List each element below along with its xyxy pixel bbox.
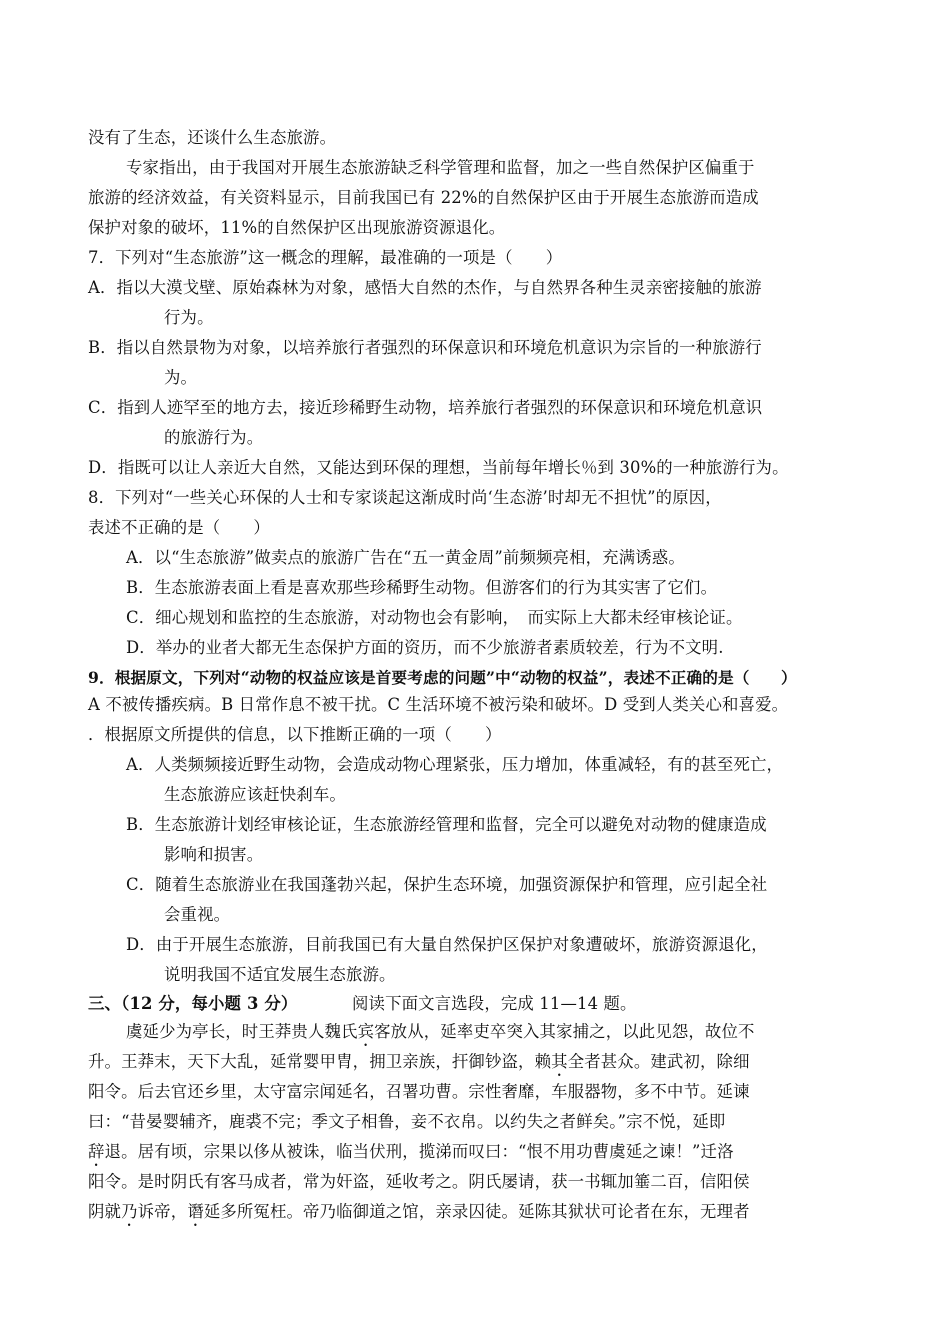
- passage-line-6: 阳令。是时阴氏有客马成者，常为奸盗，延收考之。阴氏屡请，获一书辄加箠二百，信阳侯: [88, 1172, 750, 1191]
- question-7-option-b: B．指以自然景物为对象，以培养旅行者强烈的环保意识和环境危机意识为宗旨的一种旅游行: [88, 338, 762, 357]
- emphasis-char: 辞: [88, 1142, 105, 1161]
- question-7-option-d: D．指既可以让人亲近大自然，又能达到环保的理想，当前每年增长％到 30%的一种旅游行为。: [88, 458, 789, 477]
- question-8-option-b: B．生态旅游表面上看是喜欢那些珍稀野生动物。但游客们的行为其实害了它们。: [126, 578, 718, 597]
- question-8-option-c: C．细心规划和监控的生态旅游，对动物也会有影响， 而实际上大都未经审核论证。: [126, 608, 743, 627]
- question-8-option-d: D．举办的业者大都无生态保护方面的资历，而不少旅游者素质较差，行为不文明.: [126, 638, 724, 657]
- expert-paragraph-line: 专家指出，由于我国对开展生态旅游缺乏科学管理和监督，加之一些自然保护区偏重于: [126, 158, 755, 177]
- passage-line-4: 曰：“昔晏婴辅齐，鹿裘不完；季文子相鲁，妾不衣帛。以约失之者鲜矣。”宗不悦，延即: [88, 1112, 726, 1131]
- question-10-option-a-cont: 生态旅游应该赶快刹车。: [164, 785, 346, 804]
- passage-line-2: 升。王莽末，天下大乱，延常婴甲胄，拥卫亲族，扞御钞盗，赖其全者甚众。建武初，除细: [88, 1052, 750, 1071]
- passage-line-3: 阳令。后去官还乡里，太守富宗闻延名，召署功曹。宗性奢靡，车服器物，多不中节。延谏: [88, 1082, 750, 1101]
- passage-line-1: 虞延少为亭长，时王莽贵人魏氏宾客放从，延率吏卒突入其家捕之，以此见怨，故位不: [126, 1022, 755, 1041]
- question-7-stem: 7．下列对“生态旅游”这一概念的理解，最准确的一项是（ ）: [88, 248, 563, 267]
- question-7-option-a: A．指以大漠戈壁、原始森林为对象，感悟大自然的杰作，与自然界各种生灵亲密接触的旅游: [88, 278, 762, 297]
- passage-line-7: 阴就乃诉帝，谮延多所冤枉。帝乃临御道之馆，亲录囚徒。延陈其狱状可论者在东，无理者: [88, 1202, 750, 1221]
- question-9-stem: 9．根据原文，下列对“动物的权益应该是首要考虑的问题”中“动物的权益”，表述不正确的是（ ）: [88, 668, 797, 687]
- question-10-option-a: A．人类频频接近野生动物，会造成动物心理紧张，压力增加，体重减轻，有的甚至死亡，: [126, 755, 784, 774]
- question-10-option-b: B．生态旅游计划经审核论证，生态旅游经管理和监督，完全可以避免对动物的健康造成: [126, 815, 767, 834]
- question-8-stem-cont: 表述不正确的是（ ）: [88, 518, 270, 537]
- emphasis-char: 宾: [357, 1022, 375, 1041]
- question-7-option-b-cont: 为。: [164, 368, 198, 387]
- question-7-option-c: C．指到人迹罕至的地方去，接近珍稀野生动物，培养旅行者强烈的环保意识和环境危机意识: [88, 398, 763, 417]
- question-10-option-c-cont: 会重视。: [164, 905, 231, 924]
- question-10-option-c: C．随着生态旅游业在我国蓬勃兴起，保护生态环境，加强资源保护和管理，应引起全社: [126, 875, 768, 894]
- expert-paragraph-line: 保护对象的破坏，11%的自然保护区出现旅游资源退化。: [88, 218, 506, 237]
- question-8-stem: 8．下列对“一些关心环保的人士和专家谈起这渐成时尚‘生态游’时却无不担忧”的原因，: [88, 488, 722, 507]
- question-9-options: A 不被传播疾病。B 日常作息不被干扰。C 生活环境不被污染和破坏。D 受到人类关心和喜爱。: [88, 695, 789, 714]
- question-10-stem: ．根据原文所提供的信息，以下推断正确的一项（ ）: [88, 725, 502, 744]
- emphasis-char: 乃: [121, 1202, 138, 1221]
- question-10-option-d: D．由于开展生态旅游，目前我国已有大量自然保护区保护对象遭破坏，旅游资源退化，: [126, 935, 768, 954]
- section-3-instruction: 阅读下面文言选段，完成 11—14 题。: [352, 994, 637, 1013]
- question-10-option-d-cont: 说明我国不适宜发展生态旅游。: [164, 965, 396, 984]
- intro-line: 没有了生态，还谈什么生态旅游。: [88, 128, 337, 147]
- section-3-heading: 三、（12 分，每小题 3 分）: [88, 994, 298, 1013]
- emphasis-char: 谮: [187, 1202, 204, 1221]
- question-10-option-b-cont: 影响和损害。: [164, 845, 264, 864]
- emphasis-char: 其: [551, 1052, 568, 1071]
- question-8-option-a: A．以“生态旅游”做卖点的旅游广告在“五一黄金周”前频频亮相，充满诱惑。: [126, 548, 685, 567]
- question-7-option-a-cont: 行为。: [164, 308, 214, 327]
- question-7-option-c-cont: 的旅游行为。: [164, 428, 264, 447]
- expert-paragraph-line: 旅游的经济效益，有关资料显示，目前我国已有 22%的自然保护区由于开展生态旅游而造成: [88, 188, 759, 207]
- passage-line-5: 辞退。居有顷，宗果以侈从被诛，临当伏刑，揽涕而叹曰：“恨不用功曹虞延之谏！”迁洛: [88, 1142, 734, 1161]
